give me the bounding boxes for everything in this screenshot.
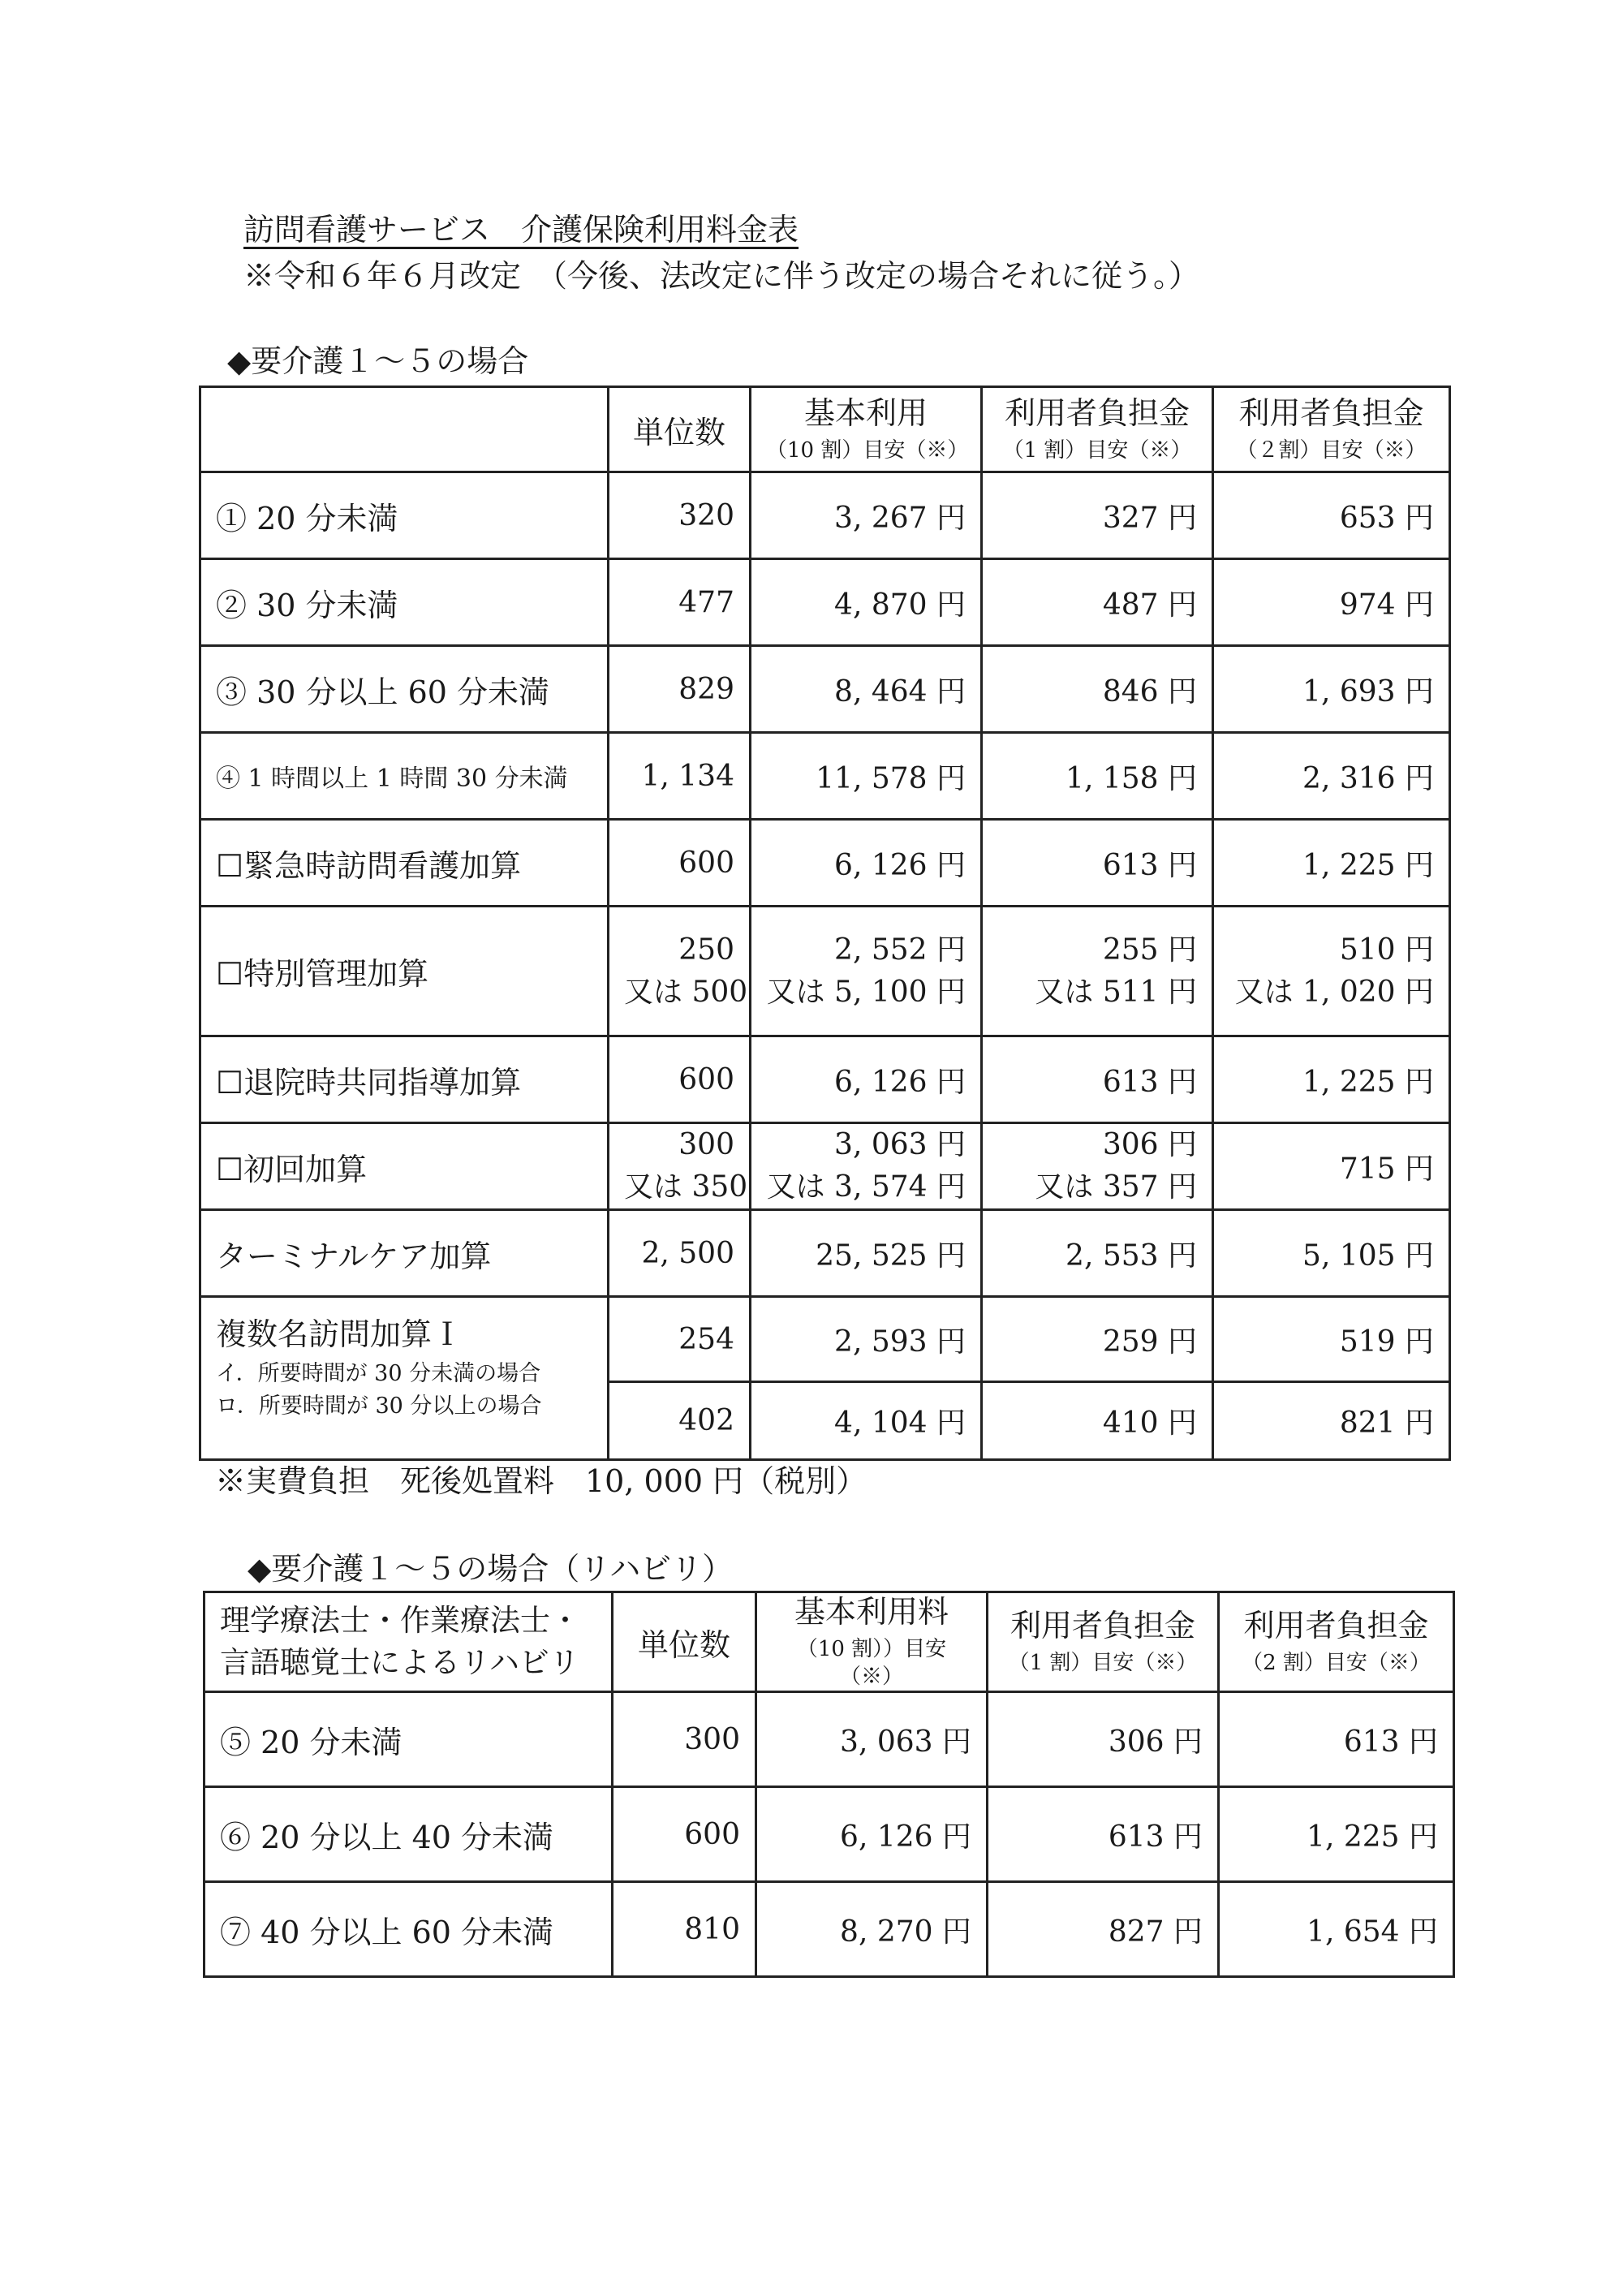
units-cell xyxy=(609,1123,751,1210)
row-label: ② 30 分未満 xyxy=(200,559,609,646)
burden2-cell: 821 円 xyxy=(1213,1382,1450,1460)
table-row xyxy=(200,646,1450,733)
burden2-cell: 974 円 xyxy=(1213,559,1450,646)
burden1-cell: 613 円 xyxy=(982,820,1213,907)
units-cell: 402 xyxy=(609,1382,751,1460)
table-row xyxy=(204,1882,1454,1977)
header-rehab-line1: 理学療法士・作業療法士・ xyxy=(220,1603,580,1638)
basic-cell: 11, 578 円 xyxy=(751,733,982,820)
header-burden1 xyxy=(982,387,1213,472)
basic-cell: 8, 270 円 xyxy=(756,1882,988,1977)
row-label: ☐退院時共同指導加算 xyxy=(200,1036,609,1123)
burden1-cell xyxy=(982,907,1213,1036)
burden2-cell: 1, 225 円 xyxy=(1213,820,1450,907)
header-basic xyxy=(756,1592,988,1692)
burden2-cell: 1, 225 円 xyxy=(1219,1787,1454,1882)
header-units: 単位数 xyxy=(613,1592,756,1692)
table-row xyxy=(200,907,1450,1036)
burden2-cell: 613 円 xyxy=(1219,1692,1454,1787)
basic-value: 2, 552 円 xyxy=(834,933,966,967)
burden1-alt-value: 又は 511 円 xyxy=(1035,975,1197,1009)
multi-visit-sub-a: イ．所要時間が 30 分未満の場合 xyxy=(216,1361,541,1386)
burden1-value: 306 円 xyxy=(1102,1128,1197,1161)
section2-heading: ◆要介護１～５の場合（リハビリ） xyxy=(248,1551,734,1587)
header-burden1-main: 利用者負担金 xyxy=(1004,395,1190,431)
units-cell: 810 xyxy=(613,1882,756,1977)
units-cell: 600 xyxy=(609,820,751,907)
table-header-row xyxy=(204,1592,1454,1692)
row-label: ☐特別管理加算 xyxy=(200,907,609,1036)
row-label: ① 20 分未満 xyxy=(200,472,609,559)
header-burden1-main: 利用者負担金 xyxy=(1010,1608,1195,1643)
multi-visit-label-cell xyxy=(200,1297,609,1460)
basic-cell: 6, 126 円 xyxy=(756,1787,988,1882)
section1-heading: ◆要介護１～５の場合 xyxy=(227,343,529,379)
units-value: 300 xyxy=(678,1128,734,1161)
row-label: ⑥ 20 分以上 40 分未満 xyxy=(204,1787,613,1882)
row-label: ④ 1 時間以上 1 時間 30 分未満 xyxy=(200,733,609,820)
burden2-cell: 2, 316 円 xyxy=(1213,733,1450,820)
burden2-value: 510 円 xyxy=(1339,933,1434,967)
burden2-cell: 653 円 xyxy=(1213,472,1450,559)
header-burden1 xyxy=(988,1592,1219,1692)
burden2-cell: 5, 105 円 xyxy=(1213,1210,1450,1297)
table-row xyxy=(200,1210,1450,1297)
header-units: 単位数 xyxy=(609,387,751,472)
burden1-cell: 327 円 xyxy=(982,472,1213,559)
basic-cell: 8, 464 円 xyxy=(751,646,982,733)
burden1-cell: 827 円 xyxy=(988,1882,1219,1977)
burden2-alt-value: 又は 1, 020 円 xyxy=(1234,975,1434,1009)
units-cell: 600 xyxy=(609,1036,751,1123)
units-value: 250 xyxy=(678,933,734,967)
units-cell: 829 xyxy=(609,646,751,733)
table-row xyxy=(200,559,1450,646)
burden1-cell: 2, 553 円 xyxy=(982,1210,1213,1297)
burden1-cell: 259 円 xyxy=(982,1297,1213,1382)
basic-value: 3, 063 円 xyxy=(834,1128,966,1161)
burden1-value: 255 円 xyxy=(1102,933,1197,967)
revision-note: ※令和６年６月改定 （今後、法改定に伴う改定の場合それに従う。） xyxy=(243,258,1200,294)
units-cell: 600 xyxy=(613,1787,756,1882)
header-burden2-sub: （２割）目安（※） xyxy=(1236,438,1427,463)
header-burden1-sub: （1 割）目安（※） xyxy=(1008,1651,1198,1675)
header-basic-main: 基本利用料 xyxy=(794,1594,949,1630)
basic-cell: 2, 593 円 xyxy=(751,1297,982,1382)
basic-cell xyxy=(751,1123,982,1210)
burden2-cell: 1, 225 円 xyxy=(1213,1036,1450,1123)
units-cell: 320 xyxy=(609,472,751,559)
basic-cell: 4, 104 円 xyxy=(751,1382,982,1460)
row-label: ⑦ 40 分以上 60 分未満 xyxy=(204,1882,613,1977)
multi-visit-label: 複数名訪問加算Ｉ xyxy=(216,1316,463,1352)
basic-alt-value: 又は 3, 574 円 xyxy=(766,1170,966,1204)
table-row xyxy=(204,1787,1454,1882)
burden1-cell xyxy=(982,1123,1213,1210)
table-row xyxy=(200,1297,1450,1382)
units-alt-value: 又は 500 xyxy=(624,975,748,1009)
burden2-cell xyxy=(1213,907,1450,1036)
burden1-cell: 410 円 xyxy=(982,1382,1213,1460)
header-basic-main: 基本利用 xyxy=(803,395,928,431)
units-cell: 300 xyxy=(613,1692,756,1787)
header-burden2-main: 利用者負担金 xyxy=(1238,395,1424,431)
units-cell xyxy=(609,907,751,1036)
row-label: ☐初回加算 xyxy=(200,1123,609,1210)
row-label: ⑤ 20 分未満 xyxy=(204,1692,613,1787)
basic-cell: 3, 063 円 xyxy=(756,1692,988,1787)
header-burden2-main: 利用者負担金 xyxy=(1243,1608,1429,1643)
row-label: ☐緊急時訪問看護加算 xyxy=(200,820,609,907)
units-cell: 1, 134 xyxy=(609,733,751,820)
row-label: ターミナルケア加算 xyxy=(200,1210,609,1297)
basic-alt-value: 又は 5, 100 円 xyxy=(766,975,966,1009)
burden2-cell: 715 円 xyxy=(1213,1123,1450,1210)
table-header-row xyxy=(200,387,1450,472)
basic-cell: 3, 267 円 xyxy=(751,472,982,559)
page-title: 訪問看護サービス 介護保険利用料金表 xyxy=(243,212,799,248)
basic-cell: 6, 126 円 xyxy=(751,1036,982,1123)
burden1-cell: 306 円 xyxy=(988,1692,1219,1787)
basic-cell: 4, 870 円 xyxy=(751,559,982,646)
units-alt-value: 又は 350 xyxy=(624,1170,748,1204)
header-burden2-sub: （2 割）目安（※） xyxy=(1242,1651,1431,1675)
table-row xyxy=(200,1036,1450,1123)
multi-visit-sub-b: ロ．所要時間が 30 分以上の場合 xyxy=(216,1394,542,1419)
header-rehab-label xyxy=(204,1592,613,1692)
header-basic xyxy=(751,387,982,472)
table-row xyxy=(200,733,1450,820)
basic-cell: 25, 525 円 xyxy=(751,1210,982,1297)
fee-table-care xyxy=(199,386,1451,1461)
units-cell: 477 xyxy=(609,559,751,646)
header-blank-cell xyxy=(200,387,609,472)
table-row xyxy=(200,472,1450,559)
burden2-cell: 1, 654 円 xyxy=(1219,1882,1454,1977)
units-cell: 254 xyxy=(609,1297,751,1382)
header-burden2 xyxy=(1219,1592,1454,1692)
basic-cell xyxy=(751,907,982,1036)
burden1-cell: 613 円 xyxy=(982,1036,1213,1123)
header-basic-sub: （10 割））目安（※） xyxy=(796,1637,947,1689)
header-burden2 xyxy=(1213,387,1450,472)
header-rehab-line2: 言語聴覚士によるリハビリ xyxy=(220,1645,579,1680)
row-label: ③ 30 分以上 60 分未満 xyxy=(200,646,609,733)
burden1-cell: 1, 158 円 xyxy=(982,733,1213,820)
fee-table-rehab xyxy=(203,1591,1455,1978)
burden2-cell: 519 円 xyxy=(1213,1297,1450,1382)
table-row xyxy=(200,1123,1450,1210)
burden1-cell: 846 円 xyxy=(982,646,1213,733)
burden2-cell: 1, 693 円 xyxy=(1213,646,1450,733)
table-row xyxy=(200,820,1450,907)
header-basic-sub: （10 割）目安（※） xyxy=(766,438,969,463)
footnote-actual-cost: ※実費負担 死後処置料 10, 000 円（税別） xyxy=(215,1463,867,1499)
header-burden1-sub: （1 割）目安（※） xyxy=(1002,438,1192,463)
table-row xyxy=(204,1692,1454,1787)
units-cell: 2, 500 xyxy=(609,1210,751,1297)
burden1-cell: 613 円 xyxy=(988,1787,1219,1882)
burden1-cell: 487 円 xyxy=(982,559,1213,646)
burden1-alt-value: 又は 357 円 xyxy=(1035,1170,1197,1204)
basic-cell: 6, 126 円 xyxy=(751,820,982,907)
